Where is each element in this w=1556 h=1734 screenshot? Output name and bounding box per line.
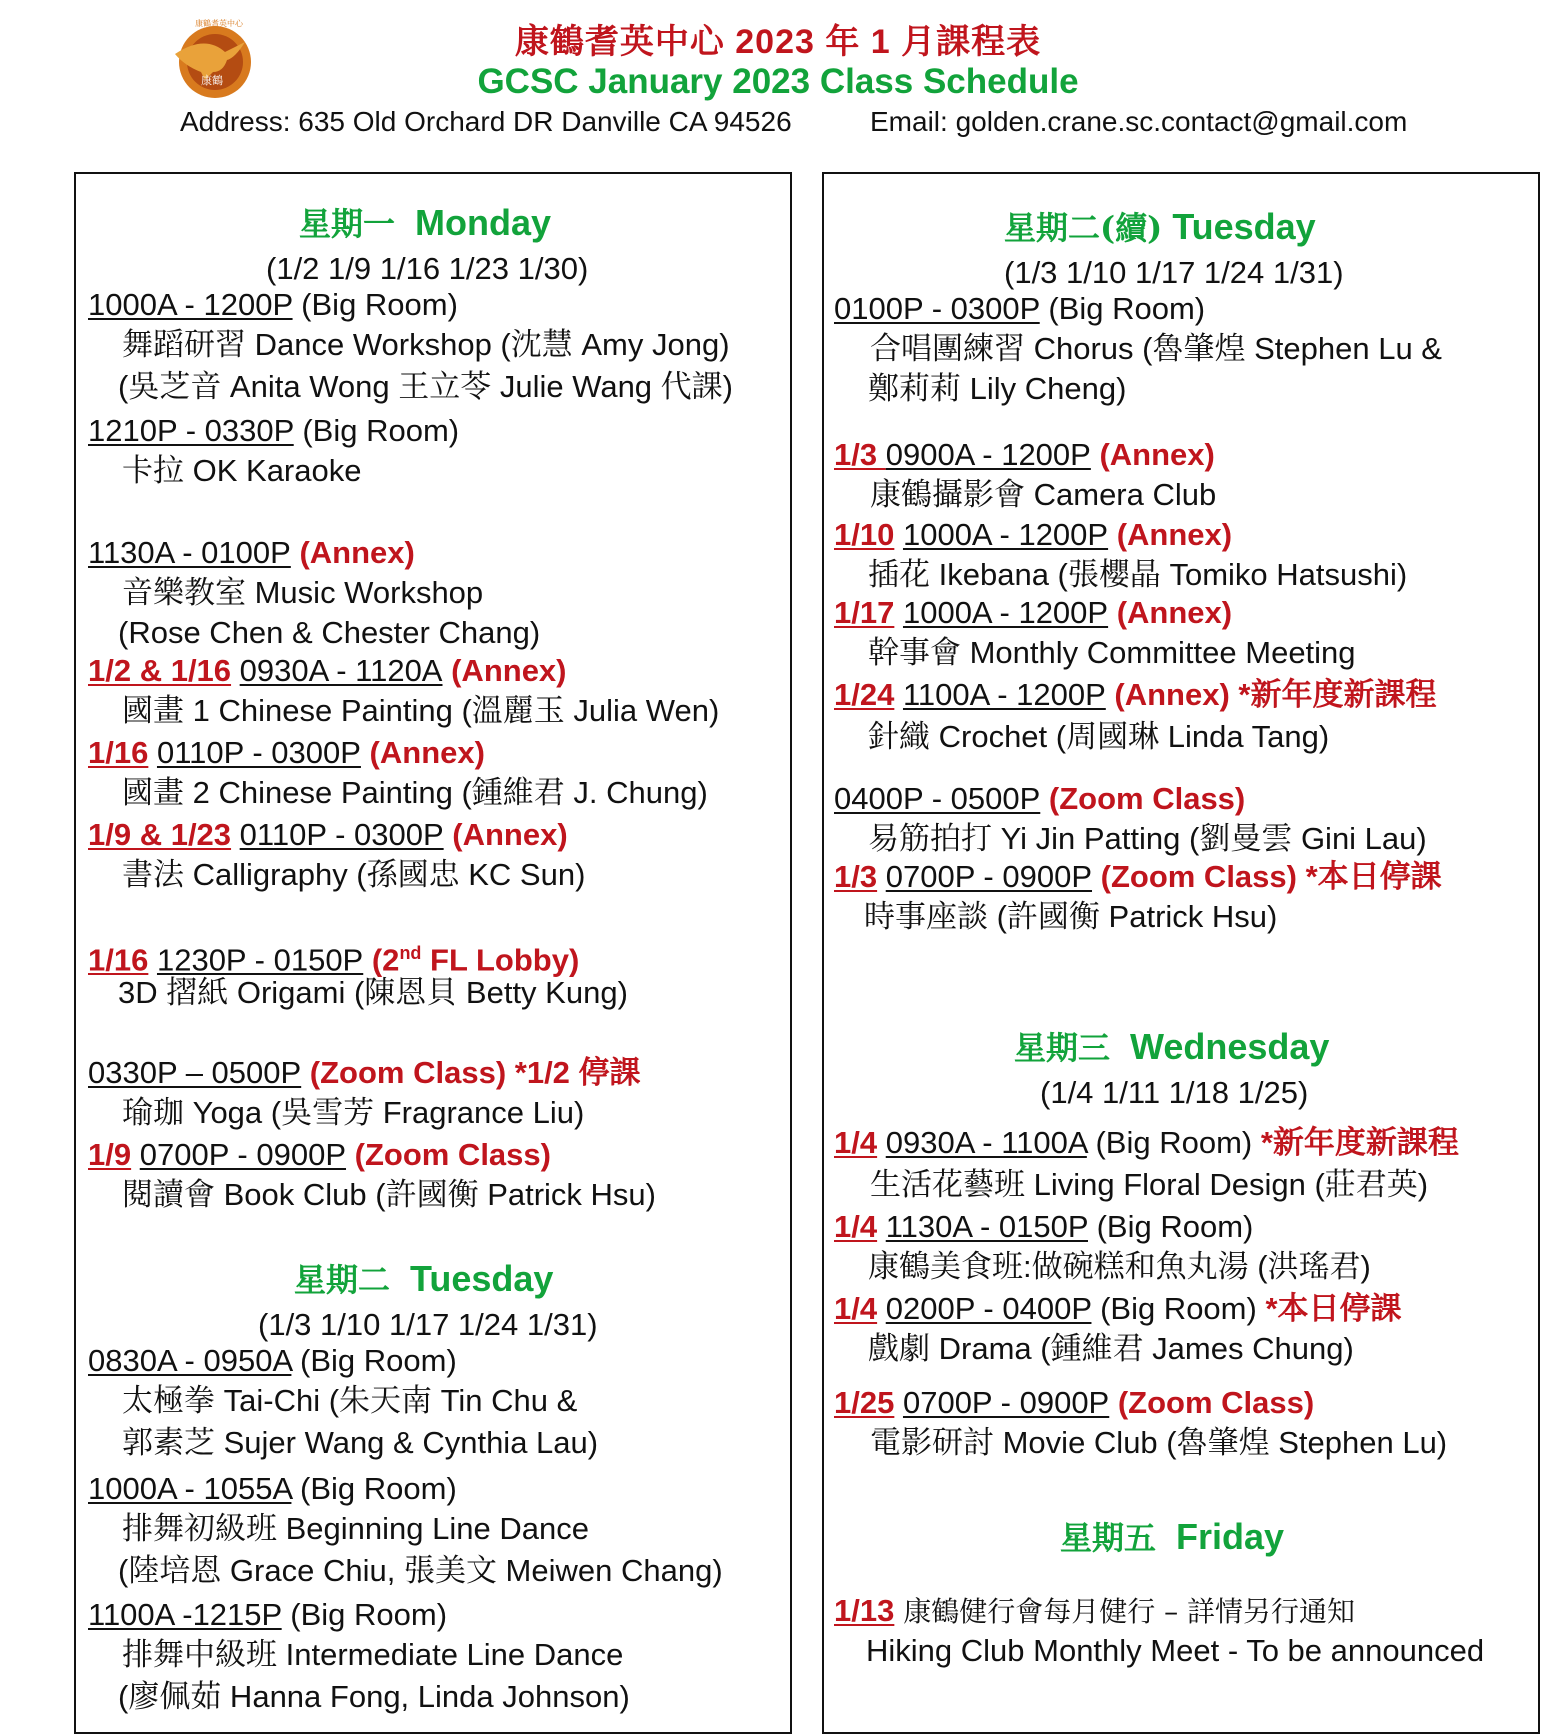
- left-column: [74, 172, 792, 1734]
- tuesday-cont-entry-1-desc: 鄭莉莉 Lily Cheng): [868, 371, 1127, 406]
- monday-entry-2-desc: 卡拉 OK Karaoke: [122, 453, 362, 488]
- tuesday-entry-1-time: 0830A - 0950A (Big Room): [88, 1343, 457, 1378]
- tuesday-entry-1-desc: 太極拳 Tai-Chi (朱天南 Tin Chu &: [122, 1383, 578, 1418]
- wednesday-entry-1-desc: 生活花藝班 Living Floral Design (莊君英): [870, 1167, 1429, 1202]
- right-column: [822, 172, 1540, 1734]
- tuesday-cont-dates: (1/3 1/10 1/17 1/24 1/31): [1004, 255, 1344, 290]
- wednesday-dates: (1/4 1/11 1/18 1/25): [1040, 1075, 1309, 1110]
- wednesday-heading: 星期三 Wednesday: [1014, 1026, 1330, 1067]
- tuesday-cont-entry-4-time: 1/17 1000A - 1200P (Annex): [834, 595, 1233, 630]
- wednesday-entry-2-time: 1/4 1130A - 0150P (Big Room): [834, 1209, 1254, 1244]
- tuesday-cont-entry-2-time: 1/3 0900A - 1200P (Annex): [834, 437, 1215, 472]
- tuesday-cont-entry-3-time: 1/10 1000A - 1200P (Annex): [834, 517, 1233, 552]
- tuesday-cont-entry-2-desc: 康鶴攝影會 Camera Club: [870, 477, 1217, 512]
- friday-entry-1-time: 1/13 康鶴健行會每月健行 – 詳情另行通知: [834, 1593, 1356, 1628]
- tuesday-cont-entry-1-time: 0100P - 0300P (Big Room): [834, 291, 1206, 326]
- tuesday-entry-2-time: 1000A - 1055A (Big Room): [88, 1471, 457, 1506]
- page-title-en: GCSC January 2023 Class Schedule: [477, 62, 1079, 101]
- logo-text: 康鶴: [201, 74, 223, 87]
- tuesday-cont-entry-7-time: 1/3 0700P - 0900P (Zoom Class) *本日停課: [834, 859, 1442, 894]
- monday-entry-6-desc: 書法 Calligraphy (孫國忠 KC Sun): [122, 857, 586, 892]
- monday-entry-3-time: 1130A - 0100P (Annex): [88, 535, 415, 570]
- monday-entry-5-desc: 國畫 2 Chinese Painting (鍾維君 J. Chung): [122, 775, 708, 810]
- tuesday-entry-2-desc: 排舞初級班 Beginning Line Dance: [122, 1511, 589, 1546]
- monday-entry-9-time: 1/9 0700P - 0900P (Zoom Class): [88, 1137, 551, 1172]
- tuesday-cont-entry-4-desc: 幹事會 Monthly Committee Meeting: [868, 635, 1356, 670]
- monday-entry-8-desc: 瑜珈 Yoga (吳雪芳 Fragrance Liu): [122, 1095, 585, 1130]
- friday-heading: 星期五 Friday: [1060, 1516, 1285, 1557]
- monday-heading: 星期一 Monday: [299, 202, 552, 243]
- wednesday-entry-3-desc: 戲劇 Drama (鍾維君 James Chung): [868, 1331, 1354, 1366]
- monday-entry-1-desc: (吳芝音 Anita Wong 王立苓 Julie Wang 代課): [118, 369, 733, 404]
- friday-entry-1-desc: Hiking Club Monthly Meet - To be announced: [866, 1633, 1485, 1668]
- monday-entry-3-desc: (Rose Chen & Chester Chang): [118, 615, 541, 650]
- monday-entry-8-time: 0330P – 0500P (Zoom Class) *1/2 停課: [88, 1055, 641, 1090]
- tuesday-entry-2-desc: (陸培恩 Grace Chiu, 張美文 Meiwen Chang): [118, 1553, 723, 1588]
- tuesday-cont-entry-3-desc: 插花 Ikebana (張櫻晶 Tomiko Hatsushi): [868, 557, 1408, 592]
- tuesday-cont-entry-1-desc: 合唱團練習 Chorus (魯肇煌 Stephen Lu &: [870, 331, 1442, 366]
- tuesday-cont-heading: 星期二(續) Tuesday: [1004, 206, 1316, 247]
- monday-entry-1-desc: 舞蹈研習 Dance Workshop (沈慧 Amy Jong): [122, 327, 730, 362]
- wednesday-entry-4-time: 1/25 0700P - 0900P (Zoom Class): [834, 1385, 1315, 1420]
- tuesday-heading: 星期二 Tuesday: [294, 1258, 554, 1299]
- monday-entry-2-time: 1210P - 0330P (Big Room): [88, 413, 460, 448]
- email: Email: golden.crane.sc.contact@gmail.com: [870, 106, 1408, 137]
- tuesday-cont-entry-6-desc: 易筋拍打 Yi Jin Patting (劉曼雲 Gini Lau): [868, 821, 1427, 856]
- monday-entry-4-desc: 國畫 1 Chinese Painting (溫麗玉 Julia Wen): [122, 693, 720, 728]
- monday-entry-9-desc: 閱讀會 Book Club (許國衡 Patrick Hsu): [122, 1177, 656, 1212]
- monday-entry-1-time: 1000A - 1200P (Big Room): [88, 287, 458, 322]
- tuesday-entry-3-desc: 排舞中級班 Intermediate Line Dance: [122, 1637, 624, 1672]
- page-title-zh: 康鶴耆英中心 2023 年 1 月課程表: [514, 23, 1042, 61]
- logo-arc-text: 康鶴耆英中心: [195, 19, 243, 28]
- wednesday-entry-4-desc: 電影研討 Movie Club (魯肇煌 Stephen Lu): [870, 1425, 1448, 1460]
- monday-entry-7-time: 1/16 1230P - 0150P (2nd FL Lobby): [88, 942, 580, 978]
- tuesday-dates: (1/3 1/10 1/17 1/24 1/31): [258, 1307, 598, 1342]
- tuesday-entry-3-desc: (廖佩茹 Hanna Fong, Linda Johnson): [118, 1679, 630, 1714]
- wednesday-entry-1-time: 1/4 0930A - 1100A (Big Room) *新年度新課程: [834, 1125, 1459, 1160]
- monday-dates: (1/2 1/9 1/16 1/23 1/30): [266, 251, 589, 286]
- monday-entry-7-desc: 3D 摺紙 Origami (陳恩貝 Betty Kung): [118, 975, 628, 1010]
- address: Address: 635 Old Orchard DR Danville CA 94526: [180, 106, 792, 137]
- tuesday-cont-entry-6-time: 0400P - 0500P (Zoom Class): [834, 781, 1246, 816]
- monday-entry-3-desc: 音樂教室 Music Workshop: [122, 575, 484, 610]
- tuesday-entry-1-desc: 郭素芝 Sujer Wang & Cynthia Lau): [122, 1425, 599, 1460]
- wednesday-entry-3-time: 1/4 0200P - 0400P (Big Room) *本日停課: [834, 1291, 1402, 1326]
- tuesday-cont-entry-7-desc: 時事座談 (許國衡 Patrick Hsu): [864, 899, 1278, 934]
- wednesday-entry-2-desc: 康鶴美食班:做碗糕和魚丸湯 (洪瑤君): [868, 1249, 1371, 1284]
- tuesday-cont-entry-5-time: 1/24 1100A - 1200P (Annex) *新年度新課程: [834, 677, 1437, 712]
- tuesday-cont-entry-5-desc: 針織 Crochet (周國琳 Linda Tang): [868, 719, 1330, 754]
- monday-entry-5-time: 1/16 0110P - 0300P (Annex): [88, 735, 485, 770]
- tuesday-entry-3-time: 1100A -1215P (Big Room): [88, 1597, 448, 1632]
- monday-entry-6-time: 1/9 & 1/23 0110P - 0300P (Annex): [88, 817, 568, 852]
- monday-entry-4-time: 1/2 & 1/16 0930A - 1120A (Annex): [88, 653, 567, 688]
